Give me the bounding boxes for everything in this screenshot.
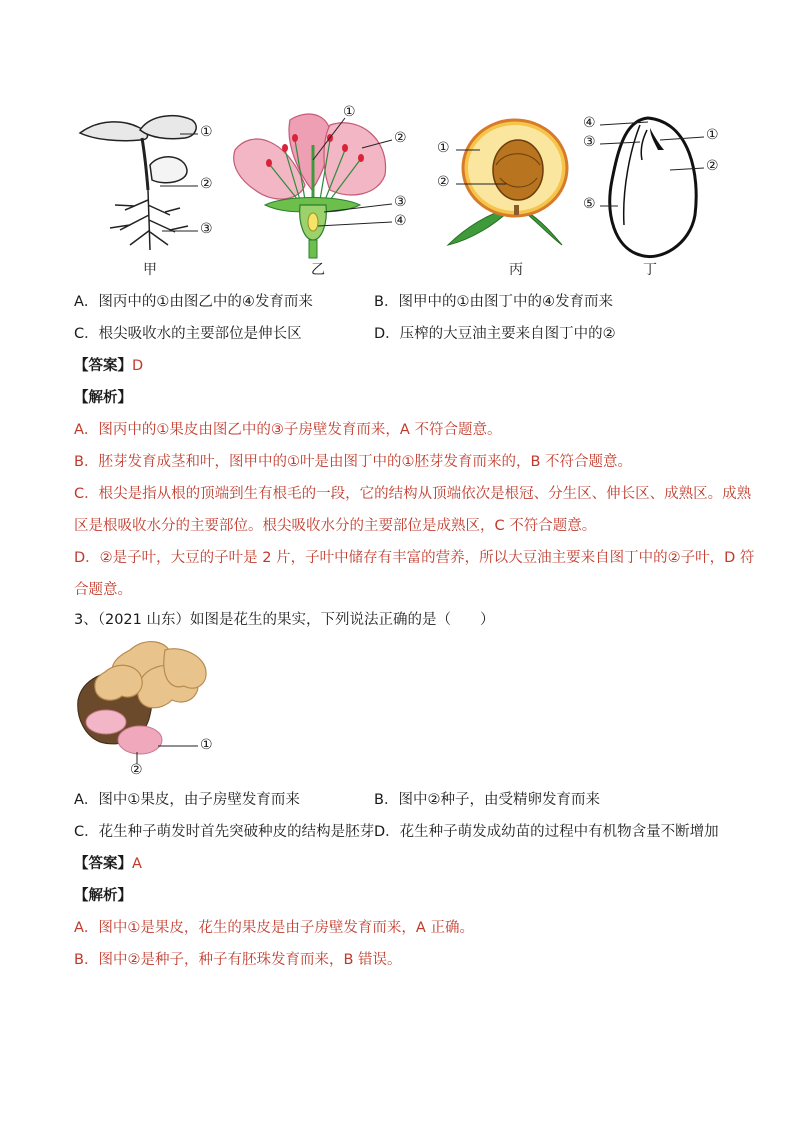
q2-analysis-line: D．②是子叶，大豆的子叶是 2 片，子叶中储存有丰富的营养，所以大豆油主要来自图丁中的②子叶，D 符 <box>74 550 755 566</box>
q3-analysis-line: B．图中②是种子，种子有胚珠发育而来，B 错误。 <box>74 952 402 968</box>
q2-analysis-line: C．根尖是指从根的顶端到生有根毛的一段，它的结构从顶端依次是根冠、分生区、伸长区、成熟区。成熟 <box>74 486 752 502</box>
q3-answer <box>74 854 142 874</box>
peanut-label-1: ① <box>200 737 213 753</box>
q2-option-b: B．图甲中的①由图丁中的④发育而来 <box>374 294 613 310</box>
ding-label-2: ② <box>706 158 719 174</box>
ding-caption: 丁 <box>643 262 657 278</box>
q3-analysis-line: A．图中①是果皮，花生的果皮是由子房壁发育而来，A 正确。 <box>74 920 474 936</box>
yi-label-1: ① <box>343 104 356 120</box>
jia-label-2: ② <box>200 176 213 192</box>
bing-label-1: ① <box>437 140 450 156</box>
q3-stem: 3、（2021 山东）如图是花生的果实，下列说法正确的是（ ） <box>74 612 495 628</box>
bing-label-2: ② <box>437 174 450 190</box>
q2-analysis-line: A．图丙中的①果皮由图乙中的③子房壁发育而来，A 不符合题意。 <box>74 422 502 438</box>
q2-answer-label: 【答案】 <box>74 358 132 374</box>
ding-label-1: ① <box>706 127 719 143</box>
jia-label-3: ③ <box>200 221 213 237</box>
q2-option-c: C．根尖吸收水的主要部位是伸长区 <box>74 326 302 342</box>
q3-option-b: B．图中②种子，由受精卵发育而来 <box>374 792 600 808</box>
q2-answer-value: D <box>132 358 144 374</box>
ding-label-4: ④ <box>583 115 596 131</box>
yi-caption: 乙 <box>311 262 325 278</box>
yi-label-3: ③ <box>394 194 407 210</box>
q2-analysis-label: 【解析】 <box>74 390 132 406</box>
jia-caption: 甲 <box>143 262 157 278</box>
q3-option-c: C．花生种子萌发时首先突破种皮的结构是胚芽 <box>74 824 375 840</box>
ding-label-5: ⑤ <box>583 196 596 212</box>
yi-label-2: ② <box>394 130 407 146</box>
q3-option-d: D．花生种子萌发成幼苗的过程中有机物含量不断增加 <box>374 824 719 840</box>
yi-label-4: ④ <box>394 213 407 229</box>
q3-option-a: A．图中①果皮，由子房壁发育而来 <box>74 792 300 808</box>
q2-analysis-line: B．胚芽发育成茎和叶，图甲中的①叶是由图丁中的①胚芽发育而来的，B 不符合题意。 <box>74 454 632 470</box>
q3-analysis-label: 【解析】 <box>74 888 132 904</box>
q3-answer-value: A <box>132 856 142 872</box>
jia-label-1: ① <box>200 124 213 140</box>
q3-answer-label: 【答案】 <box>74 856 132 872</box>
q2-option-a: A．图丙中的①由图乙中的④发育而来 <box>74 294 313 310</box>
q2-analysis-line: 合题意。 <box>74 582 132 598</box>
ding-label-3: ③ <box>583 134 596 150</box>
bing-caption: 丙 <box>509 262 523 278</box>
q2-analysis-line: 区是根吸收水分的主要部位。根尖吸收水分的主要部位是成熟区，C 不符合题意。 <box>74 518 597 534</box>
q2-option-d: D．压榨的大豆油主要来自图丁中的② <box>374 326 616 342</box>
peanut-label-2: ② <box>130 762 143 778</box>
